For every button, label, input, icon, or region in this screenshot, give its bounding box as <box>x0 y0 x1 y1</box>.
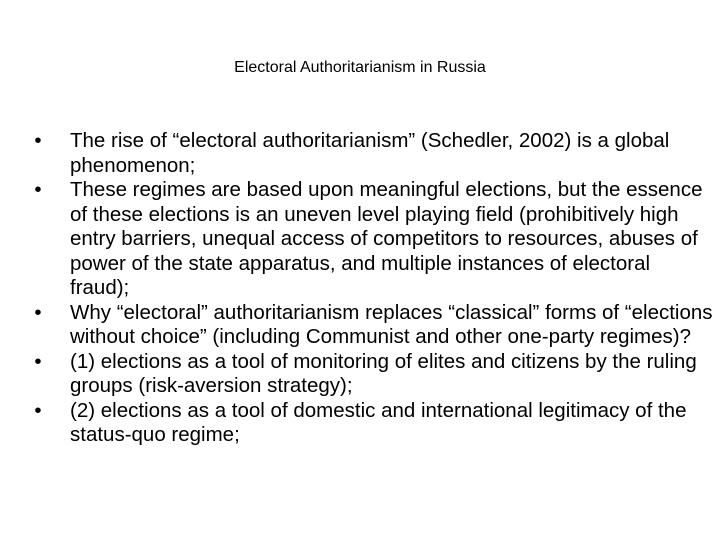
bullet-text: Why “electoral” authoritarianism replaces “classical” forms of “elections without choice” (including Communist and other one-party regimes)? <box>70 300 713 348</box>
bullet-item-why <box>24 301 714 350</box>
bullet-icon: • <box>34 178 42 201</box>
bullet-text: (1) elections as a tool of monitoring of elites and citizens by the ruling groups (risk-aversion strategy); <box>70 349 697 397</box>
bullet-list <box>24 129 714 448</box>
bullet-icon: • <box>34 300 42 324</box>
bullet-icon: • <box>34 349 42 373</box>
bullet-text: These regimes are based upon meaningful elections, but the essence of these elections is an uneven level playing field (prohibitively high entry barriers, unequal access of competitors to resources, abuses of power of the state apparatus, and multiple instances of electoral fraud); <box>70 178 703 299</box>
slide-title: Electoral Authoritarianism in Russia <box>234 59 486 76</box>
bullet-item-regimes <box>24 178 714 301</box>
bullet-icon: • <box>34 398 42 422</box>
bullet-item-monitoring <box>24 350 714 399</box>
bullet-item-rise <box>24 129 714 178</box>
bullet-icon: • <box>34 129 42 152</box>
bullet-text: (2) elections as a tool of domestic and international legitimacy of the status-quo regime; <box>70 398 687 446</box>
bullet-item-legitimacy <box>24 399 714 448</box>
bullet-text: The rise of “electoral authoritarianism” (Schedler, 2002) is a global phenomenon; <box>70 129 670 177</box>
